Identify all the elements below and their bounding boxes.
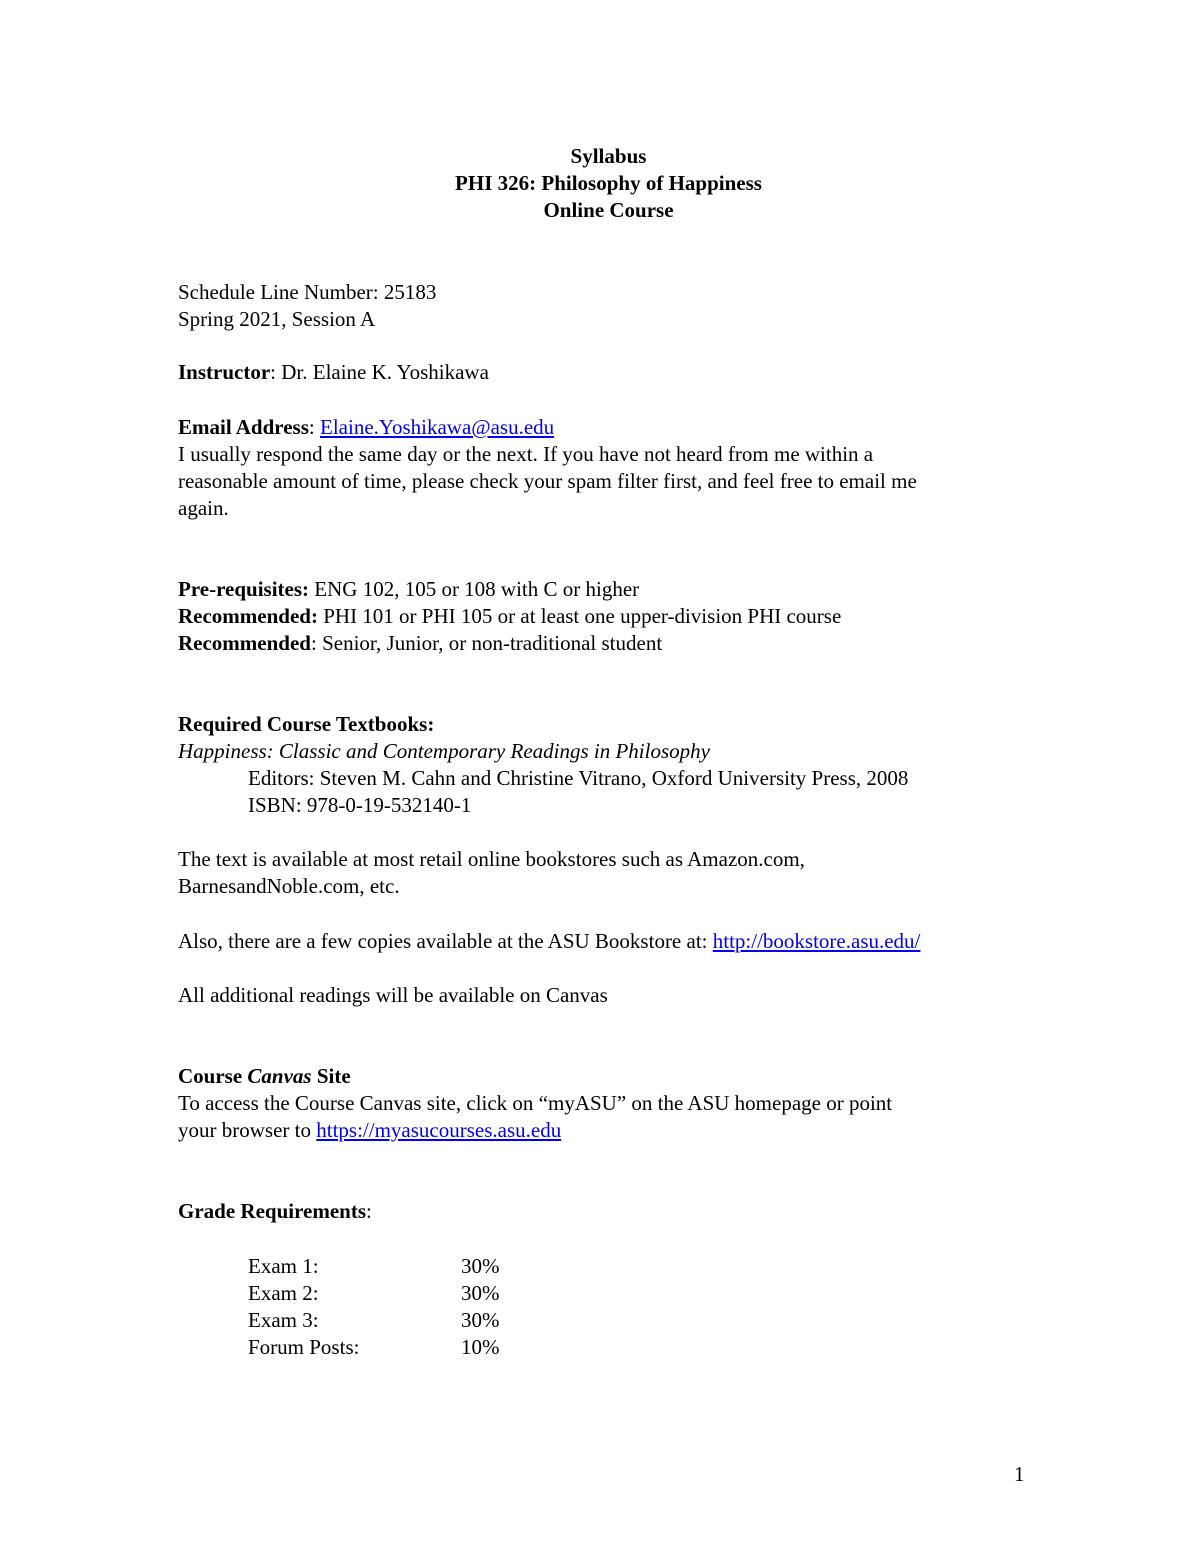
recommended-line-1 — [178, 603, 841, 630]
grade-item-pct: 10% — [461, 1335, 500, 1359]
course-format: Online Course — [543, 198, 674, 222]
bookstore-line — [178, 928, 920, 955]
grades-heading-line — [178, 1198, 372, 1225]
grade-item-pct: 30% — [461, 1254, 500, 1278]
textbook-title: Happiness: Classic and Contemporary Readings in Philosophy — [178, 739, 710, 763]
email-note-1: I usually respond the same day or the next. If you have not heard from me within a — [178, 442, 874, 466]
grade-item-pct: 30% — [461, 1281, 500, 1305]
email-link[interactable]: Elaine.Yoshikawa@asu.edu — [320, 415, 555, 439]
grades-heading: Grade Requirements — [178, 1199, 367, 1223]
doc-title: Syllabus — [570, 144, 647, 168]
prereq-line — [178, 576, 639, 603]
recommended-value-2: : Senior, Junior, or non-traditional student — [310, 631, 663, 655]
canvas-link[interactable]: https://myasucourses.asu.edu — [316, 1118, 562, 1142]
textbook-isbn: ISBN: 978-0-19-532140-1 — [248, 793, 472, 817]
availability-2: BarnesandNoble.com, etc. — [178, 874, 400, 898]
availability-1: The text is available at most retail online bookstores such as Amazon.com, — [178, 847, 805, 871]
recommended-label-1: Recommended: — [178, 604, 318, 628]
page-number: 1 — [1014, 1462, 1025, 1486]
grade-item-label: Exam 3: — [248, 1308, 319, 1332]
term: Spring 2021, Session A — [178, 307, 376, 331]
email-sep: : — [308, 415, 320, 439]
canvas-line-2 — [178, 1117, 561, 1144]
bookstore-prefix: Also, there are a few copies available at the ASU Bookstore at: — [178, 929, 713, 953]
grade-item-pct: 30% — [461, 1308, 500, 1332]
prereq-label: Pre-requisites: — [178, 577, 310, 601]
grade-item-label: Exam 2: — [248, 1281, 319, 1305]
instructor-label: Instructor — [178, 360, 271, 384]
canvas-heading-italic: Canvas — [247, 1064, 312, 1088]
grades-heading-suffix: : — [366, 1199, 372, 1223]
canvas-heading-post: Site — [311, 1064, 351, 1088]
canvas-line-1: To access the Course Canvas site, click on “myASU” on the ASU homepage or point — [178, 1091, 893, 1115]
prereq-value: ENG 102, 105 or 108 with C or higher — [309, 577, 640, 601]
canvas-line-2-prefix: your browser to — [178, 1118, 317, 1142]
email-line — [178, 414, 554, 441]
recommended-line-2 — [178, 630, 662, 657]
schedule-line-number: Schedule Line Number: 25183 — [178, 280, 437, 304]
textbook-editors: Editors: Steven M. Cahn and Christine Vitrano, Oxford University Press, 2008 — [248, 766, 909, 790]
additional-readings: All additional readings will be available on Canvas — [178, 983, 608, 1007]
bookstore-link[interactable]: http://bookstore.asu.edu/ — [712, 929, 921, 953]
recommended-label-2: Recommended — [178, 631, 311, 655]
canvas-heading — [178, 1063, 351, 1090]
instructor-value: : Dr. Elaine K. Yoshikawa — [270, 360, 489, 384]
instructor-line — [178, 359, 489, 386]
email-note-3: again. — [178, 496, 229, 520]
recommended-value-1: PHI 101 or PHI 105 or at least one upper-division PHI course — [317, 604, 842, 628]
grade-item-label: Forum Posts: — [248, 1335, 360, 1359]
canvas-heading-pre: Course — [178, 1064, 248, 1088]
email-label: Email Address — [178, 415, 309, 439]
textbooks-heading: Required Course Textbooks: — [178, 712, 435, 736]
grade-item-label: Exam 1: — [248, 1254, 319, 1278]
course-title: PHI 326: Philosophy of Happiness — [455, 171, 762, 195]
email-note-2: reasonable amount of time, please check your spam filter first, and feel free to email me — [178, 469, 917, 493]
